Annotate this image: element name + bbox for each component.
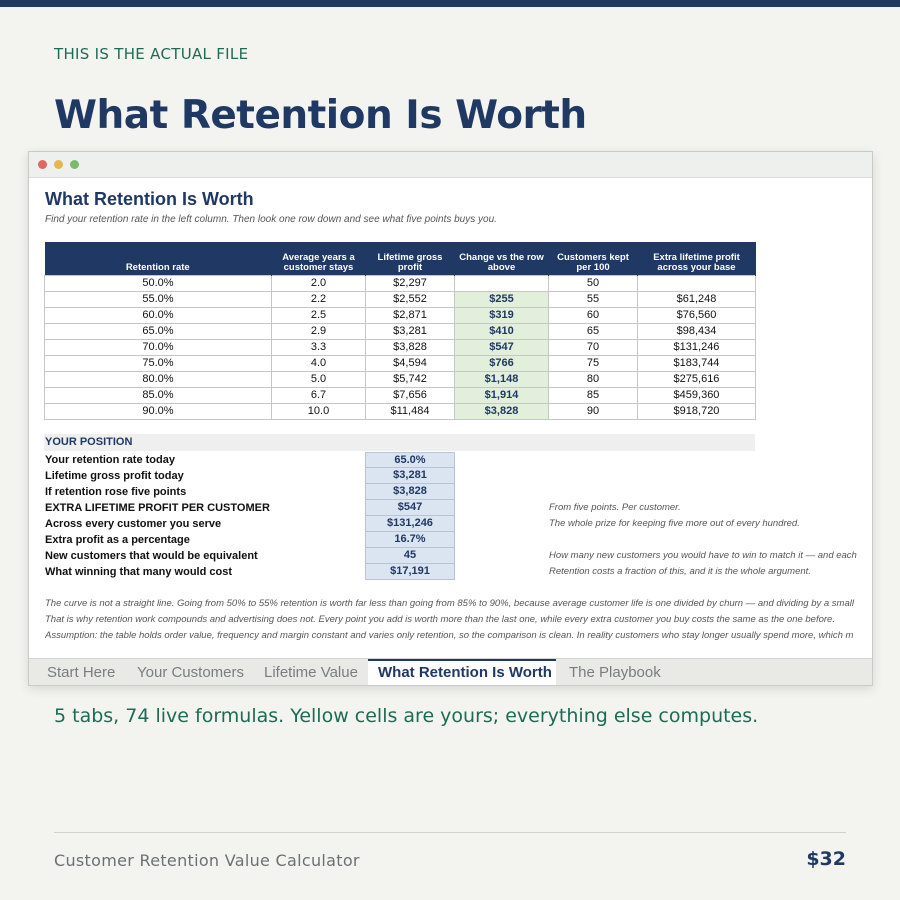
table-cell[interactable]: $3,828 <box>455 403 549 419</box>
table-cell[interactable]: $11,484 <box>366 403 455 419</box>
position-label: What winning that many would cost <box>45 566 232 578</box>
table-cell[interactable]: 90 <box>549 403 638 419</box>
price-label: $32 <box>806 848 846 870</box>
tab-the-playbook[interactable]: The Playbook <box>569 664 661 681</box>
window-titlebar <box>29 152 872 178</box>
header-retention-rate[interactable]: Retention rate <box>45 242 272 275</box>
table-cell[interactable]: $76,560 <box>638 307 756 323</box>
table-cell[interactable]: 55 <box>549 291 638 307</box>
table-cell[interactable]: 3.3 <box>272 339 366 355</box>
table-row <box>45 291 756 307</box>
sheet-subtitle: Find your retention rate in the left column. Then look one row down and see what five points buys you. <box>45 214 497 225</box>
position-label: New customers that would be equivalent <box>45 550 258 562</box>
position-note: How many new customers you would have to win to match it — and each <box>549 550 857 561</box>
table-cell[interactable]: 75 <box>549 355 638 371</box>
position-note: Retention costs a fraction of this, and it is the whole argument. <box>549 566 811 577</box>
table-cell[interactable]: $1,914 <box>455 387 549 403</box>
sheet-footnote: The curve is not a straight line. Going from 50% to 55% retention is worth far less than going from 85% to 90%, because average customer life is one divided by churn — and dividing by a small <box>45 598 854 609</box>
position-label: If retention rose five points <box>45 486 187 498</box>
minimize-window-dot[interactable] <box>54 160 63 169</box>
product-name: Customer Retention Value Calculator <box>54 851 360 870</box>
table-cell[interactable] <box>455 275 549 291</box>
sheet-tabs <box>29 658 873 686</box>
table-cell[interactable]: 2.9 <box>272 323 366 339</box>
table-cell[interactable]: $2,871 <box>366 307 455 323</box>
tagline: 5 tabs, 74 live formulas. Yellow cells are yours; everything else computes. <box>54 705 759 727</box>
table-cell[interactable]: $459,360 <box>638 387 756 403</box>
retention-table <box>44 242 756 420</box>
close-window-dot[interactable] <box>38 160 47 169</box>
table-cell[interactable]: $61,248 <box>638 291 756 307</box>
table-cell[interactable]: $766 <box>455 355 549 371</box>
table-cell[interactable]: 60 <box>549 307 638 323</box>
header-average-years[interactable]: Average years a customer stays <box>272 242 366 275</box>
table-cell[interactable]: $4,594 <box>366 355 455 371</box>
table-row <box>45 307 756 323</box>
table-cell[interactable]: 5.0 <box>272 371 366 387</box>
header-lifetime-gross-profit[interactable]: Lifetime gross profit <box>366 242 455 275</box>
table-cell[interactable]: $275,616 <box>638 371 756 387</box>
table-row <box>45 323 756 339</box>
table-cell[interactable]: 6.7 <box>272 387 366 403</box>
sheet-title: What Retention Is Worth <box>45 189 254 209</box>
position-note: The whole prize for keeping five more out of every hundred. <box>549 518 800 529</box>
maximize-window-dot[interactable] <box>70 160 79 169</box>
table-cell[interactable]: $319 <box>455 307 549 323</box>
table-cell[interactable] <box>638 275 756 291</box>
sheet-area <box>29 178 873 658</box>
table-cell[interactable]: 10.0 <box>272 403 366 419</box>
table-cell[interactable]: $131,246 <box>638 339 756 355</box>
table-cell[interactable]: 80.0% <box>45 371 272 387</box>
table-cell[interactable]: $918,720 <box>638 403 756 419</box>
table-cell[interactable]: $98,434 <box>638 323 756 339</box>
position-label: Lifetime gross profit today <box>45 470 184 482</box>
retention-table-header <box>45 242 756 275</box>
table-cell[interactable]: 65.0% <box>45 323 272 339</box>
hero-title: What Retention Is Worth <box>54 93 587 138</box>
table-row <box>45 403 756 419</box>
position-note: From five points. Per customer. <box>549 502 681 513</box>
table-row <box>45 371 756 387</box>
table-cell[interactable]: 90.0% <box>45 403 272 419</box>
table-cell[interactable]: 60.0% <box>45 307 272 323</box>
position-label: EXTRA LIFETIME PROFIT PER CUSTOMER <box>45 502 270 514</box>
table-cell[interactable]: 65 <box>549 323 638 339</box>
tab-lifetime-value[interactable]: Lifetime Value <box>264 664 358 681</box>
position-value-cell[interactable]: $3,281 <box>365 468 455 484</box>
position-value-cell[interactable]: $547 <box>365 500 455 516</box>
tab-what-retention-is-worth[interactable]: What Retention Is Worth <box>368 659 556 686</box>
table-cell[interactable]: $2,297 <box>366 275 455 291</box>
header-extra-lifetime-profit[interactable]: Extra lifetime profit across your base <box>638 242 756 275</box>
eyebrow-label: THIS IS THE ACTUAL FILE <box>54 45 249 63</box>
table-cell[interactable]: $1,148 <box>455 371 549 387</box>
position-label: Across every customer you serve <box>45 518 222 530</box>
header-change-vs-row-above[interactable]: Change vs the row above <box>455 242 549 275</box>
table-cell[interactable]: 55.0% <box>45 291 272 307</box>
top-accent-bar <box>0 0 900 7</box>
position-value-cell[interactable]: $3,828 <box>365 484 455 500</box>
position-label: Your retention rate today <box>45 454 175 466</box>
sheet-footnote: Assumption: the table holds order value, frequency and margin constant and varies only retention, so the comparison is clean. In reality customers who stay longer usually spend more, which m <box>45 630 854 641</box>
table-cell[interactable]: 85 <box>549 387 638 403</box>
tab-your-customers[interactable]: Your Customers <box>137 664 244 681</box>
position-value-cell[interactable]: $17,191 <box>365 564 455 580</box>
table-cell[interactable]: 70.0% <box>45 339 272 355</box>
position-value-cell[interactable]: 45 <box>365 548 455 564</box>
table-row <box>45 355 756 371</box>
spreadsheet-window <box>28 151 873 686</box>
position-value-cell[interactable]: $131,246 <box>365 516 455 532</box>
position-label: Extra profit as a percentage <box>45 534 190 546</box>
table-cell[interactable]: $5,742 <box>366 371 455 387</box>
table-row <box>45 339 756 355</box>
table-cell[interactable]: 2.5 <box>272 307 366 323</box>
table-cell[interactable]: 70 <box>549 339 638 355</box>
your-position-heading: YOUR POSITION <box>44 434 755 451</box>
position-value-cell[interactable]: 16.7% <box>365 532 455 548</box>
table-cell[interactable]: $3,828 <box>366 339 455 355</box>
table-cell[interactable]: 80 <box>549 371 638 387</box>
position-value-cell[interactable]: 65.0% <box>365 452 455 468</box>
tab-start-here[interactable]: Start Here <box>47 664 116 681</box>
table-cell[interactable]: 2.0 <box>272 275 366 291</box>
table-cell[interactable]: 2.2 <box>272 291 366 307</box>
table-cell[interactable]: $2,552 <box>366 291 455 307</box>
table-cell[interactable]: 4.0 <box>272 355 366 371</box>
table-cell[interactable]: $7,656 <box>366 387 455 403</box>
footer-divider <box>54 832 846 833</box>
table-cell[interactable]: $547 <box>455 339 549 355</box>
table-cell[interactable]: 85.0% <box>45 387 272 403</box>
table-cell[interactable]: $255 <box>455 291 549 307</box>
sheet-footnote: That is why retention work compounds and advertising does not. Every point you add is worth more than the last one, while every extra customer you buy costs the same as the one before. <box>45 614 835 625</box>
header-customers-kept[interactable]: Customers kept per 100 <box>549 242 638 275</box>
table-cell[interactable]: $183,744 <box>638 355 756 371</box>
table-cell[interactable]: 50.0% <box>45 275 272 291</box>
table-row <box>45 387 756 403</box>
table-cell[interactable]: 75.0% <box>45 355 272 371</box>
table-cell[interactable]: $410 <box>455 323 549 339</box>
table-cell[interactable]: $3,281 <box>366 323 455 339</box>
table-cell[interactable]: 50 <box>549 275 638 291</box>
table-row <box>45 275 756 291</box>
